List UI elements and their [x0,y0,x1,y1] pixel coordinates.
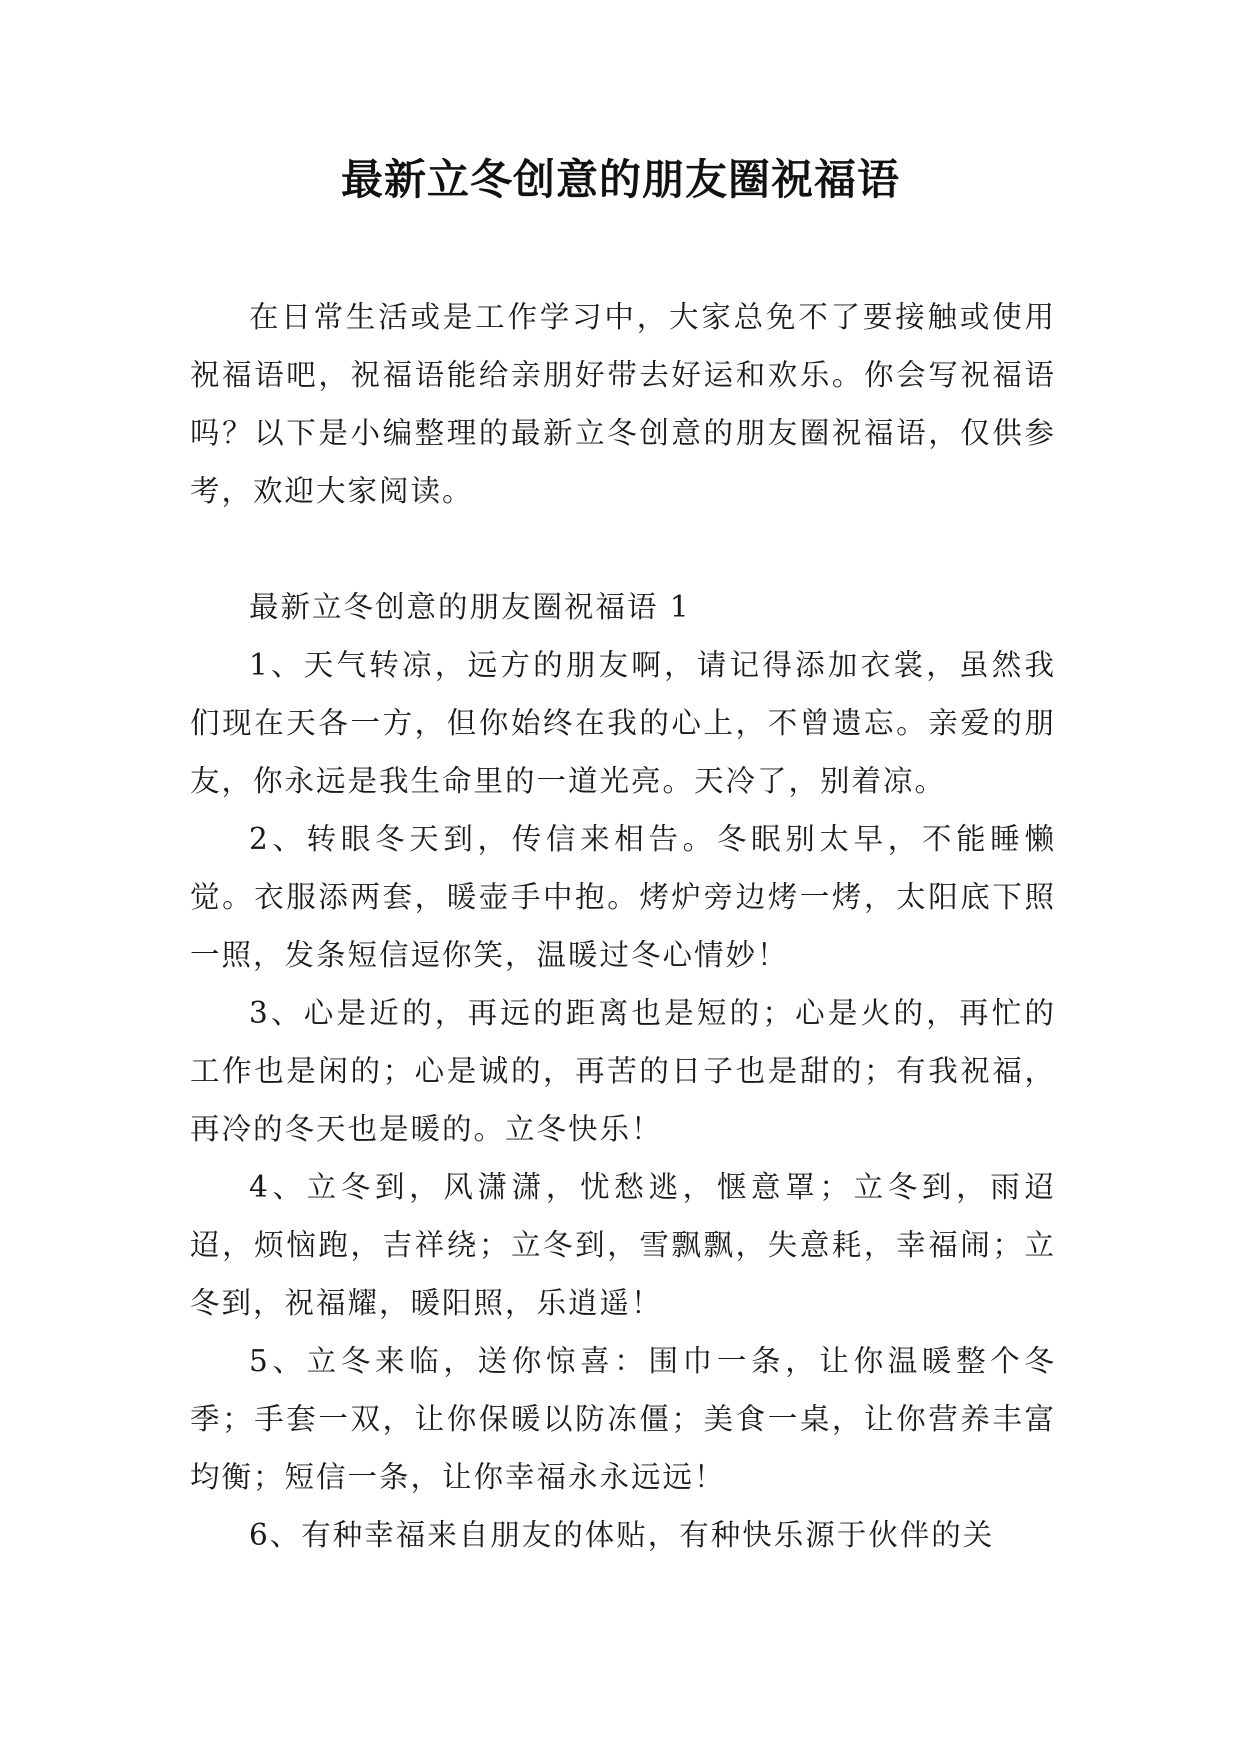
blessing-item-2: 2、转眼冬天到，传信来相告。冬眠别太早，不能睡懒觉。衣服添两套，暖壶手中抱。烤炉旁边烤一烤，太阳底下照一照，发条短信逗你笑，温暖过冬心情妙！ [190,822,1056,972]
intro-paragraph: 在日常生活或是工作学习中，大家总免不了要接触或使用祝福语吧，祝福语能给亲朋好带去好运和欢乐。你会写祝福语吗？以下是小编整理的最新立冬创意的朋友圈祝福语，仅供参考，欢迎大家阅读。 [190,300,1056,508]
blessing-item-5: 5、立冬来临，送你惊喜：围巾一条，让你温暖整个冬季；手套一双，让你保暖以防冻僵；美食一桌，让你营养丰富均衡；短信一条，让你幸福永永远远！ [190,1344,1056,1494]
document-body [190,288,1056,1564]
blessing-item-4: 4、立冬到，风潇潇，忧愁逃，惬意罩；立冬到，雨迢迢，烦恼跑，吉祥绕；立冬到，雪飘飘，失意耗，幸福闹；立冬到，祝福耀，暖阳照，乐逍遥！ [190,1170,1056,1320]
section-heading: 最新立冬创意的朋友圈祝福语 1 [249,590,691,624]
document-title: 最新立冬创意的朋友圈祝福语 [340,155,900,204]
blessing-item-6: 6、有种幸福来自朋友的体贴，有种快乐源于伙伴的关 [249,1518,995,1552]
blessing-item-3: 3、心是近的，再远的距离也是短的；心是火的，再忙的工作也是闲的；心是诚的，再苦的日子也是甜的；有我祝福，再冷的冬天也是暖的。立冬快乐！ [190,996,1056,1146]
blessing-item-1: 1、天气转凉，远方的朋友啊，请记得添加衣裳，虽然我们现在天各一方，但你始终在我的心上，不曾遗忘。亲爱的朋友，你永远是我生命里的一道光亮。天冷了，别着凉。 [190,648,1056,798]
